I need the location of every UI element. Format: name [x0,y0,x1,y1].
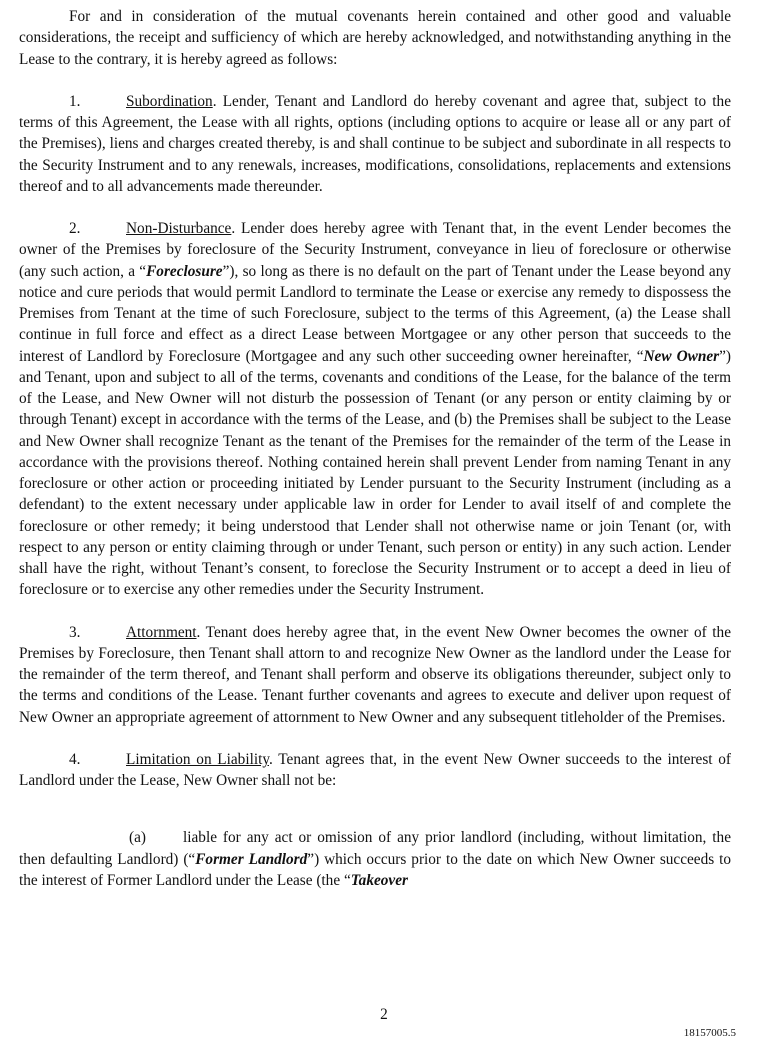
document-id: 18157005.5 [683,1027,736,1039]
section-heading: Subordination [126,92,213,110]
defined-term: Former Landlord [195,850,308,868]
subsection-text: liable for any act or omission of any prior landlord (including, without limitation, the then defaulting Landlord) (“ [19,829,731,868]
section-text: . Tenant agrees that, in the event New Owner succeeds to the interest of Landlord under the Lease, New Owner shall not be: [19,750,731,789]
section-1-subordination [19,91,731,197]
section-heading: Non-Disturbance [126,220,232,237]
section-text: ”), so long as there is no default on the part of Tenant under the Lease beyond any notice and cure periods that would permit Landlord to terminate the Lease or exercise any remedy to dispossess the Premises from Tenant at the time of such Foreclosure, subject to the terms of this Agreement, (a) the Lease shall continue in full force and effect as a direct Lease between Mortgagee or any other person that succeeds to the interest of Landlord by Foreclosure (Mortgagee and any such other succeeding owner hereinafter, “ [19,262,732,365]
section-text: . Tenant does hereby agree that, in the event New Owner becomes the owner of the Premises by Foreclosure, then Tenant shall attorn to and recognize New Owner as the landlord under the Lease for the remainder of the term thereof, and Tenant shall perform and observe its obligations thereunder, subject only to the terms and conditions of the Lease. Tenant further covenants and agrees to execute and deliver upon request of New Owner an appropriate agreement of attornment to New Owner and any subsequent titleholder of the Premises. [19,623,731,726]
subsection-label: (a) [129,829,146,847]
intro-text: For and in consideration of the mutual covenants herein contained and other good and valuable considerations, the receipt and sufficiency of which are hereby acknowledged, and notwithstanding anything in the Lease to the contrary, it is hereby agreed as follows: [19,8,731,68]
section-4-limitation-on-liability [19,749,731,792]
section-2-non-disturbance [19,218,731,601]
section-text: . Lender, Tenant and Landlord do hereby covenant and agree that, subject to the terms of this Agreement, the Lease with all rights, options (including options to acquire or lease all or any part of the Premises), liens and charges created thereby, is and shall continue to be subject and subordinate in all respects to the Security Instrument and to any renewals, increases, modifications, consolidations, replacements and extensions thereof and to all advancements made thereunder. [19,92,731,195]
section-heading: Attornment [126,623,197,641]
subsection-a [19,827,731,891]
section-text: ”) and Tenant, upon and subject to all of the terms, covenants and conditions of the Lease, for the balance of the term of the Lease, and New Owner will not disturb the possession of Tenant (or any person or entity claiming by or through Tenant) except in accordance with the terms of the Lease, and (b) the Premises shall be subject to the Lease and New Owner shall recognize Tenant as the tenant of the Premises for the remainder of the term of the Lease in accordance with the provisions thereof. Nothing contained herein shall prevent Lender from naming Tenant in any foreclosure or other action or proceeding initiated by Lender pursuant to the Security Instrument (including as a defendant) to the extent necessary under applicable law in order for Lender to avail itself of and complete the foreclosure or other remedy; it being understood that Lender shall not otherwise name or join Tenant (or, with respect to any person or entity claiming through or under Tenant, such person or entity) in any such action. Lender shall have the right, without Tenant’s consent, to foreclose the Security Instrument or to accept a deed in lieu of foreclosure or to exercise any other remedies under the Security Instrument. [19,347,731,599]
section-number: 3. [69,623,81,641]
intro-paragraph [19,6,731,70]
subsection-text: ”) which occurs prior to the date on which New Owner succeeds to the interest of Former Landlord under the Lease (the “ [19,850,732,889]
defined-term: Foreclosure [146,262,223,280]
section-number: 1. [69,92,81,110]
section-3-attornment [19,622,731,728]
section-number: 2. [69,220,81,237]
section-text: . Lender does hereby agree with Tenant that, in the event Lender becomes the owner of the Premises by foreclosure of the Security Instrument, conveyance in lieu of foreclosure or otherwise (any such action, a “ [19,220,731,280]
page-number: 2 [380,1006,388,1023]
document-page [19,6,731,891]
defined-term: New Owner [643,347,720,365]
section-number: 4. [69,750,81,768]
defined-term: Takeover [350,871,408,889]
section-heading: Limitation on Liability [126,750,269,768]
